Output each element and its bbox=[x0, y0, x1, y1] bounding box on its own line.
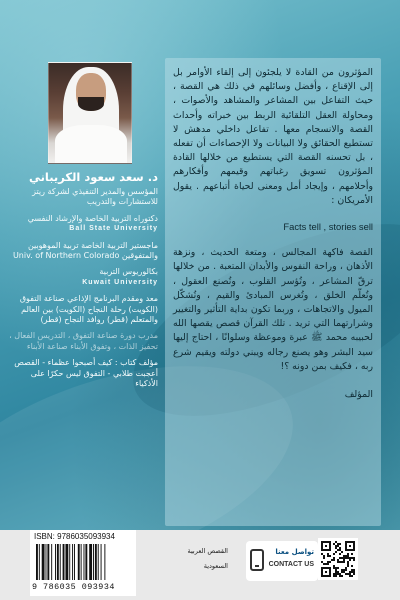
blurb-paragraph: المؤثرون من القادة لا يلجئون إلى إلقاء الأوامر بل إلى الإقناع ، وأفضل وسائلهم في ذلك هي القصة ، حيث التفاعل بين المشاعر والمشاهد والأصوات ، ومحاولة العقل التلقائية الربط بين خبراته وأحداث القصة والانسجام معها . تفاعل داخلي مدهش لا تستطيع الحقائق ولا البيانات ولا الإحصاءات أن تفعله ، بل تحسنه القصة التي يستطيع من خلالها القادة المؤثرون تسويق رغباتهم وقيمهم وأفكارهم وأحلامهم ، وإيجاد أمل ومعنى لحياة أتباعهم . يقول الأمريكان : bbox=[173, 67, 373, 206]
distributor-item: القصص العربية bbox=[187, 547, 228, 555]
distributor-item: السعودية bbox=[203, 562, 228, 570]
barcode-bars-icon bbox=[36, 544, 130, 580]
bottom-band bbox=[0, 530, 400, 600]
bio-item: مؤلف كتاب : كيف أصبحوا عظماء - القصص أعجبت طلابي - التفوق ليس حكرًا على الأذكياء bbox=[14, 358, 158, 389]
isbn-label: ISBN: 9786035093934 bbox=[34, 532, 115, 541]
bio-item-faded: مدرب دورة صناعة التفوق ، التدريس الفعال ، تحفيز الذات ، وتفوق الأبناء صناعة الأبناء bbox=[9, 331, 158, 351]
contact-label-ar: تواصل معنا bbox=[275, 548, 314, 556]
phone-icon bbox=[250, 549, 264, 571]
blurb-signature: المؤلف bbox=[344, 389, 373, 401]
author-photo bbox=[48, 62, 132, 164]
blurb-quote: Facts tell , stories sell bbox=[283, 221, 373, 233]
bio-item: دكتوراه التربية الخاصة والإرشاد النفسي Ball State University bbox=[27, 213, 158, 233]
bio-item: المؤسس والمدير التنفيذي لشركة ريتز للاستشارات والتدريب bbox=[32, 187, 158, 207]
contact-label-en: CONTACT US bbox=[268, 561, 314, 568]
qr-pattern bbox=[321, 541, 355, 577]
bio-item: ماجستير التربية الخاصة تربية الموهوبين والمتفوقين Univ. of Northern Colorado bbox=[12, 240, 158, 261]
bio-item: بكالوريوس التربية Kuwait University bbox=[82, 267, 158, 286]
qr-code-icon[interactable] bbox=[318, 538, 358, 580]
bio-item: معد ومقدم البرنامج الإذاعي صناعة التفوق (الكويت) رحلة النجاح (الكويت) بين العالم والمتعلم (قطر) روافد النجاح (قطر) bbox=[19, 294, 158, 325]
author-bio bbox=[8, 170, 158, 396]
author-name: د. سعد سعود الكريباني bbox=[28, 170, 158, 184]
barcode bbox=[30, 530, 136, 596]
back-cover-blurb bbox=[165, 58, 381, 526]
blurb-paragraph: القصة فاكهة المجالس ، ومتعة الحديث ، ونزهة الأذهان ، وراحة النفوس والأبدان المتعبة . من خلالها ترقّ المشاعر ، وتُؤسر القلوب ، وتُصنع العقول ، وتُعلّم الخلق ، وتُغرس المبادئ والقيم ، وتُشكّل الميول والاتجاهات ، وربما تكون بداية التأثير والتغيير وشرارتهما التي تريد . تلك القرآن قصص يقصها الله لحبيبه محمد ﷺ عبرة وموعظة وسلوانًا ، احتاج إليها سيد البشر وهو يصنع رجاله ويبني دولته ويقيم شرع ربه ، فكيف بمن دونه ؟! bbox=[173, 247, 373, 372]
distributor-list bbox=[172, 544, 228, 574]
contact-us-badge[interactable] bbox=[246, 541, 318, 581]
barcode-digits: 9 786035 093934 bbox=[32, 582, 115, 592]
